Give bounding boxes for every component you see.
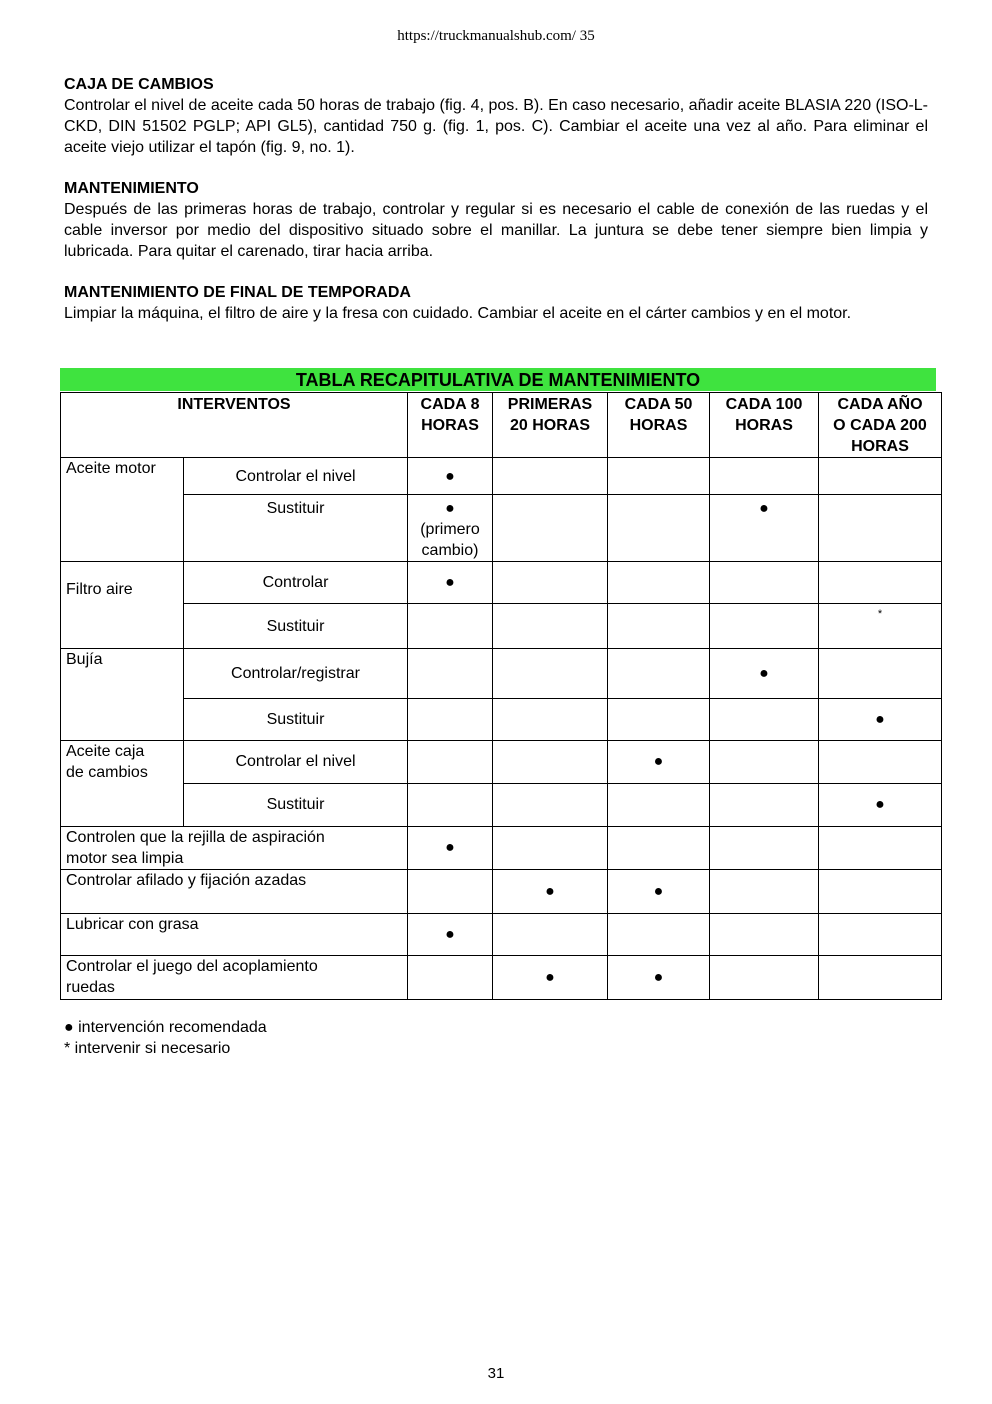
- section-text: Limpiar la máquina, el filtro de aire y la fresa con cuidado. Cambiar el aceite en el cárter cambios y en el motor.: [64, 305, 852, 322]
- header-cada-100: CADA 100 HORAS: [710, 393, 819, 458]
- table-row: [61, 741, 942, 784]
- legend-dot: ● intervención recomendada: [64, 1019, 267, 1036]
- mark-dot: ●: [493, 955, 608, 999]
- mark-dot: ●: [819, 699, 942, 741]
- section-title: MANTENIMIENTO: [64, 180, 199, 197]
- header-url: https://truckmanualshub.com/ 35: [397, 28, 595, 44]
- header-interventos: INTERVENTOS: [61, 393, 408, 458]
- section-title: MANTENIMIENTO DE FINAL DE TEMPORADA: [64, 284, 411, 301]
- legend: [64, 1017, 267, 1059]
- section-text: Controlar el nivel de aceite cada 50 horas de trabajo (fig. 4, pos. B). En caso necesario, añadir aceite BLASIA 220 (ISO-L-CKD, DIN 51502 PGLP; API GL5), cantidad 750 g. (fig. 1, pos. C). Cambiar el aceite una vez al año. Para eliminar el aceite viejo utilizar el tapón (fig. 9, no. 1).: [64, 97, 928, 156]
- mark-dot: ●: [819, 783, 942, 826]
- table-header-row: [61, 393, 942, 458]
- maintenance-table: [60, 392, 942, 1000]
- section-title: CAJA DE CAMBIOS: [64, 76, 214, 93]
- group-filtro-aire: Filtro aire: [61, 562, 184, 604]
- action-controlar-nivel: Controlar el nivel: [184, 458, 408, 495]
- action-sustituir: Sustituir: [184, 604, 408, 649]
- table-row: [61, 869, 942, 913]
- header-cada-ano: CADA AÑO O CADA 200 HORAS: [819, 393, 942, 458]
- action-sustituir: Sustituir: [184, 783, 408, 826]
- table-row: [61, 604, 942, 649]
- header-cada-50: CADA 50 HORAS: [608, 393, 710, 458]
- table-row: [61, 955, 942, 999]
- section-mantenimiento: [64, 178, 928, 262]
- table-row: [61, 826, 942, 869]
- group-bujia: Bujía: [61, 649, 184, 699]
- table-row: [61, 495, 942, 562]
- table-title: TABLA RECAPITULATIVA DE MANTENIMIENTO: [60, 368, 936, 391]
- action-sustituir: Sustituir: [184, 699, 408, 741]
- mark-dot-primero: ● (primero cambio): [408, 495, 493, 562]
- mark-dot: ●: [408, 458, 493, 495]
- header-cada-8: CADA 8 HORAS: [408, 393, 493, 458]
- action-sustituir: Sustituir: [184, 495, 408, 562]
- mark-dot: ●: [710, 495, 819, 562]
- table-row: [61, 649, 942, 699]
- page-content: [64, 74, 928, 344]
- table-row: [61, 699, 942, 741]
- row-afilado: Controlar afilado y fijación azadas: [61, 869, 408, 913]
- action-controlar: Controlar: [184, 562, 408, 604]
- table-row: [61, 458, 942, 495]
- mark-star: *: [819, 604, 942, 649]
- mark-dot: ●: [608, 955, 710, 999]
- mark-dot: ●: [608, 869, 710, 913]
- mark-dot: ●: [408, 913, 493, 955]
- mark-dot: ●: [408, 562, 493, 604]
- table-row: [61, 562, 942, 604]
- group-aceite-caja: Aceite caja de cambios: [61, 741, 184, 784]
- mark-dot: ●: [408, 826, 493, 869]
- row-rejilla: Controlen que la rejilla de aspiración motor sea limpia: [61, 826, 408, 869]
- group-aceite-motor: Aceite motor: [61, 458, 184, 495]
- action-controlar-registrar: Controlar/registrar: [184, 649, 408, 699]
- header-primeras-20: PRIMERAS 20 HORAS: [493, 393, 608, 458]
- section-text: Después de las primeras horas de trabajo, controlar y regular si es necesario el cable de conexión de las ruedas y el cable inversor por medio del dispositivo situado sobre el manillar. La juntura se debe tener siempre bien limpia y lubricada. Para quitar el carenado, tirar hacia arriba.: [64, 201, 928, 260]
- section-caja-de-cambios: [64, 74, 928, 158]
- legend-star: * intervenir si necesario: [64, 1040, 231, 1057]
- row-acoplamiento: Controlar el juego del acoplamiento ruedas: [61, 955, 408, 999]
- mark-dot: ●: [608, 741, 710, 784]
- table-row: [61, 913, 942, 955]
- row-lubricar: Lubricar con grasa: [61, 913, 408, 955]
- section-final-temporada: [64, 282, 928, 324]
- table-row: [61, 783, 942, 826]
- page-number: 31: [487, 1365, 505, 1382]
- mark-dot: ●: [710, 649, 819, 699]
- mark-dot: ●: [493, 869, 608, 913]
- action-controlar-nivel: Controlar el nivel: [184, 741, 408, 784]
